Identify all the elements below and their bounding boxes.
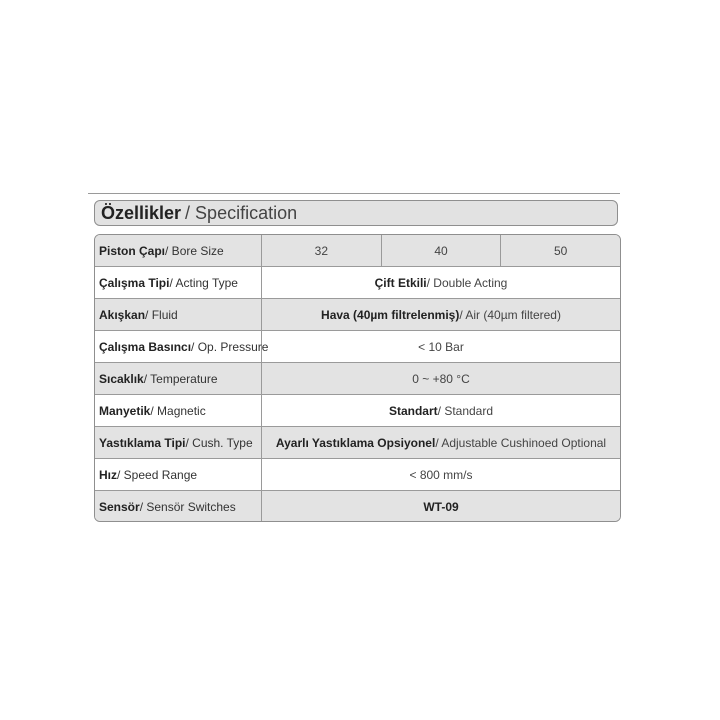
row-acting-type bbox=[95, 267, 620, 299]
row-value bbox=[262, 267, 620, 298]
row-value bbox=[262, 363, 620, 394]
label-bold: Sıcaklık bbox=[99, 371, 144, 386]
label-rest: / Fluid bbox=[145, 307, 178, 322]
row-label bbox=[95, 235, 262, 266]
label-bold: Çalışma Tipi bbox=[99, 275, 170, 290]
row-value bbox=[262, 491, 620, 522]
row-fluid bbox=[95, 299, 620, 331]
value-rest: / Adjustable Cushinoed Optional bbox=[435, 435, 607, 450]
row-label bbox=[95, 267, 262, 298]
value-bold: WT-09 bbox=[423, 499, 459, 514]
label-bold: Manyetik bbox=[99, 403, 151, 418]
row-value bbox=[262, 395, 620, 426]
row-sensor-switches bbox=[95, 491, 620, 522]
row-magnetic bbox=[95, 395, 620, 427]
row-op-pressure bbox=[95, 331, 620, 363]
row-label bbox=[95, 459, 262, 490]
row-label bbox=[95, 299, 262, 330]
row-label bbox=[95, 395, 262, 426]
label-rest: / Bore Size bbox=[165, 243, 224, 258]
row-speed-range bbox=[95, 459, 620, 491]
label-rest: / Acting Type bbox=[169, 275, 238, 290]
value-bold: Ayarlı Yastıklama Opsiyonel bbox=[275, 435, 436, 450]
value-rest: < 10 Bar bbox=[418, 339, 464, 354]
row-temperature bbox=[95, 363, 620, 395]
row-value bbox=[262, 331, 620, 362]
label-bold: Hız bbox=[99, 467, 117, 482]
bore-32-cell: 32 bbox=[262, 235, 382, 266]
value-bold: Hava (40µm filtrelenmiş) bbox=[321, 307, 460, 322]
specification-header bbox=[94, 200, 618, 226]
row-label bbox=[95, 427, 262, 458]
label-bold: Piston Çapı bbox=[99, 243, 166, 258]
label-bold: Yastıklama Tipi bbox=[99, 435, 186, 450]
value-rest: / Standard bbox=[437, 403, 494, 418]
label-rest: / Temperature bbox=[143, 371, 218, 386]
row-label bbox=[95, 491, 262, 522]
value-bold: Çift Etkili bbox=[374, 275, 427, 290]
row-bore-size bbox=[95, 235, 620, 267]
bore-40-cell: 40 bbox=[382, 235, 502, 266]
row-label bbox=[95, 363, 262, 394]
label-bold: Çalışma Basıncı bbox=[99, 339, 192, 354]
header-title-bold: Özellikler bbox=[101, 202, 182, 223]
value-rest: / Air (40µm filtered) bbox=[459, 307, 561, 322]
value-rest: 0 ~ +80 °C bbox=[412, 371, 470, 386]
specification-table bbox=[94, 234, 621, 522]
bore-50-cell: 50 bbox=[554, 243, 568, 258]
row-value bbox=[262, 459, 620, 490]
label-bold: Sensör bbox=[99, 499, 140, 514]
label-rest: / Magnetic bbox=[150, 403, 206, 418]
header-title-rest: / Specification bbox=[185, 202, 298, 223]
label-bold: Akışkan bbox=[99, 307, 146, 322]
row-label bbox=[95, 331, 269, 362]
label-rest: / Cush. Type bbox=[185, 435, 253, 450]
value-bold: Standart bbox=[388, 403, 438, 418]
top-divider bbox=[88, 193, 620, 194]
value-rest: < 800 mm/s bbox=[409, 467, 473, 482]
label-rest: / Op. Pressure bbox=[191, 339, 269, 354]
row-value bbox=[262, 299, 620, 330]
value-rest: / Double Acting bbox=[426, 275, 508, 290]
row-value bbox=[262, 427, 620, 458]
label-rest: / Sensör Switches bbox=[139, 499, 236, 514]
row-cush-type bbox=[95, 427, 620, 459]
label-rest: / Speed Range bbox=[117, 467, 198, 482]
